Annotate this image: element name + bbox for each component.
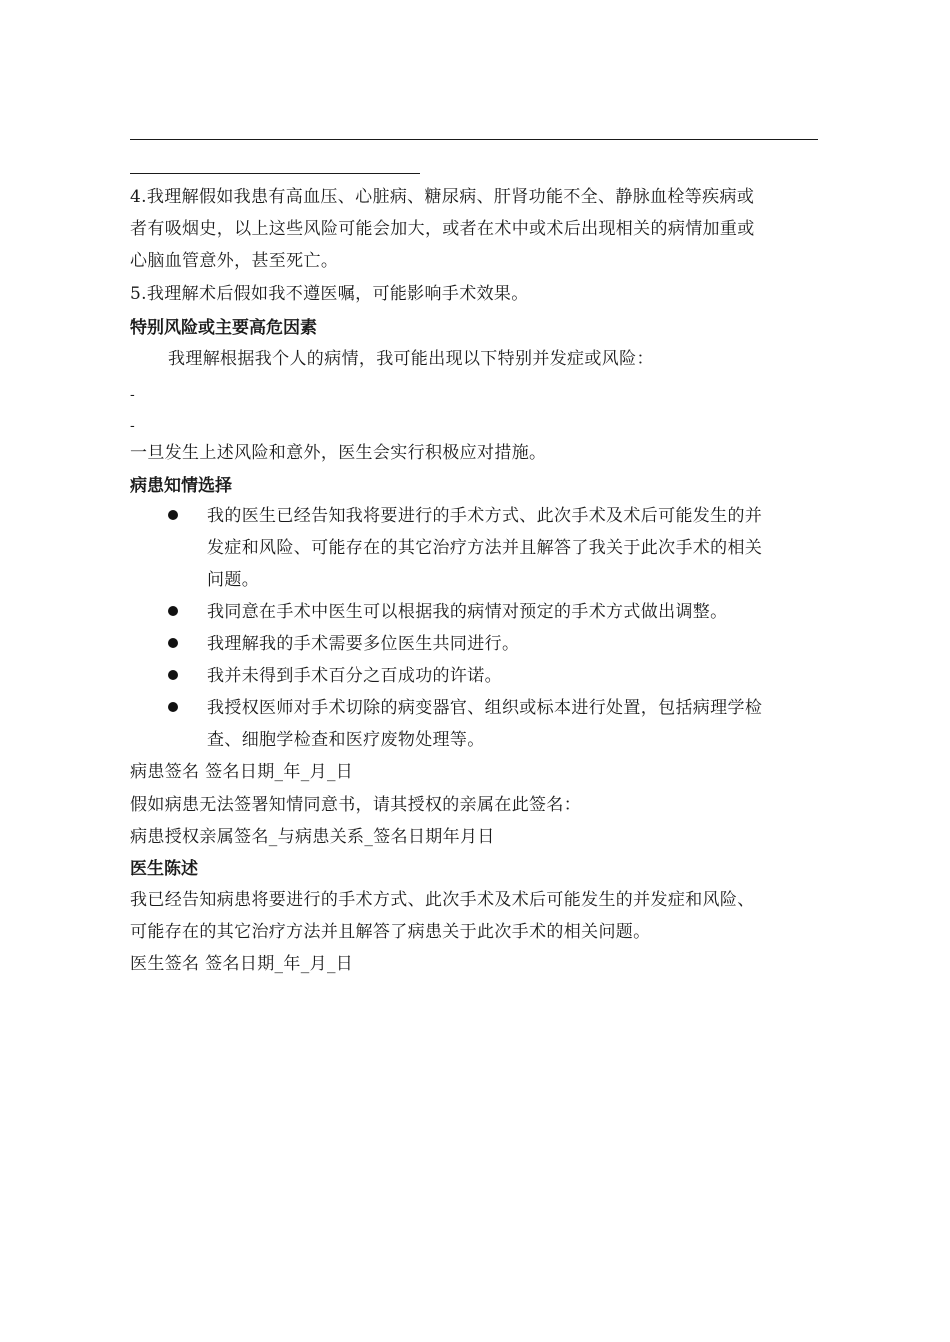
choice-5-line-2: 查、细胞学检查和医疗废物处理等。	[207, 730, 485, 750]
choice-5-line-1: 我授权医师对手术切除的病变器官、组织或标本进行处置，包括病理学检	[207, 698, 763, 718]
special-risks-heading: 特别风险或主要高危因素	[130, 318, 317, 338]
special-risks-closing: 一旦发生上述风险和意外，医生会实行积极应对措施。	[130, 443, 547, 463]
risk-item-4-line-3: 心脑血管意外，甚至死亡。	[130, 251, 339, 271]
patient-choice-heading: 病患知情选择	[130, 476, 232, 496]
blank-line-1	[130, 139, 818, 140]
proxy-signature-line: 病患授权亲属签名_与病患关系_签名日期年月日	[130, 827, 495, 847]
patient-signature-line: 病患签名 签名日期_年_月_日	[130, 762, 354, 782]
doctor-statement-line-2: 可能存在的其它治疗方法并且解答了病患关于此次手术的相关问题。	[130, 922, 651, 942]
doctor-statement-line-1: 我已经告知病患将要进行的手术方式、此次手术及术后可能发生的并发症和风险、	[130, 890, 755, 910]
blank-mark-2: -	[130, 418, 135, 434]
bullet-dot-2	[168, 606, 178, 616]
bullet-dot-4	[168, 670, 178, 680]
choice-1-line-1: 我的医生已经告知我将要进行的手术方式、此次手术及术后可能发生的并	[207, 506, 763, 526]
bullet-dot-3	[168, 638, 178, 648]
choice-1-line-3: 问题。	[207, 570, 260, 590]
risk-item-4-line-1: 4.我理解假如我患有高血压、心脏病、糖尿病、肝肾功能不全、静脉血栓等疾病或	[130, 187, 755, 207]
choice-1-line-2: 发症和风险、可能存在的其它治疗方法并且解答了我关于此次手术的相关	[207, 538, 763, 558]
special-risks-intro: 我理解根据我个人的病情，我可能出现以下特别并发症或风险：	[168, 349, 654, 369]
risk-item-4-line-2: 者有吸烟史，以上这些风险可能会加大，或者在术中或术后出现相关的病情加重或	[130, 219, 755, 239]
blank-mark-1: -	[130, 387, 135, 403]
risk-item-5: 5.我理解术后假如我不遵医嘱，可能影响手术效果。	[130, 284, 529, 304]
bullet-dot-1	[168, 510, 178, 520]
bullet-dot-5	[168, 702, 178, 712]
proxy-note: 假如病患无法签署知情同意书，请其授权的亲属在此签名：	[130, 795, 582, 815]
choice-2: 我同意在手术中医生可以根据我的病情对预定的手术方式做出调整。	[207, 602, 728, 622]
choice-3: 我理解我的手术需要多位医生共同进行。	[207, 634, 520, 654]
doctor-statement-heading: 医生陈述	[130, 859, 198, 879]
blank-line-2	[130, 173, 420, 174]
doctor-signature-line: 医生签名 签名日期_年_月_日	[130, 954, 354, 974]
choice-4: 我并未得到手术百分之百成功的许诺。	[207, 666, 502, 686]
